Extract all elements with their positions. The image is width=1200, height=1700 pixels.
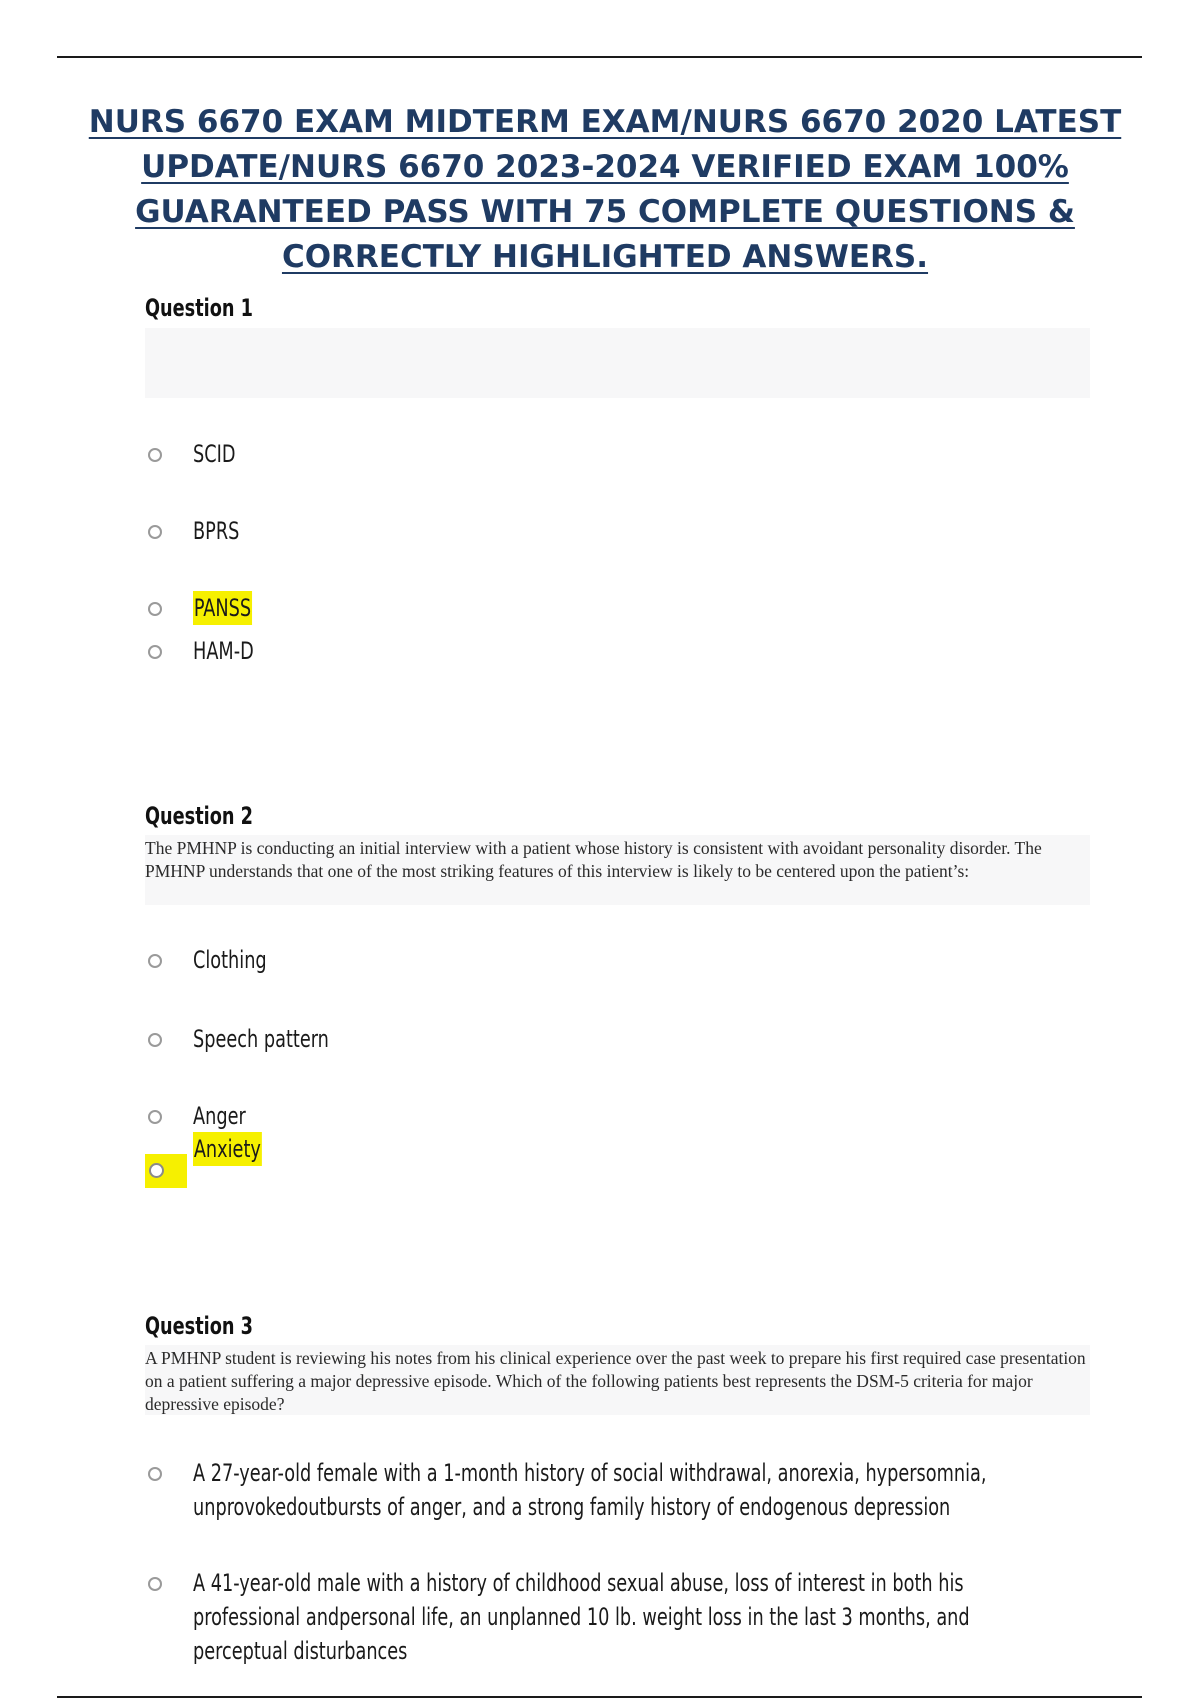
bottom-rule [57, 1696, 1142, 1698]
title-line: CORRECTLY HIGHLIGHTED ANSWERS. [281, 239, 929, 275]
radio-button-icon[interactable] [148, 602, 162, 616]
radio-button-icon[interactable] [148, 525, 162, 539]
option-label-highlighted: Anxiety [193, 1132, 262, 1166]
option-label: Speech pattern [193, 1025, 329, 1053]
document-title [60, 100, 1150, 280]
option-label-line: perceptual disturbances [193, 1637, 408, 1665]
question-stem: The PMHNP is conducting an initial interview with a patient whose history is consistent with avoidant personality disorder. The PMHNP understands that one of the most striking features of this interview is likely to be centered upon the patient’s: [145, 835, 1090, 905]
top-rule [57, 56, 1142, 58]
question-heading: Question 2 [145, 802, 253, 830]
option-label-line: A 41-year-old male with a history of childhood sexual abuse, loss of interest in both his [193, 1569, 964, 1597]
radio-button-icon[interactable] [148, 954, 162, 968]
question-heading: Question 1 [145, 294, 253, 322]
option-label: Clothing [193, 946, 267, 974]
title-line: NURS 6670 EXAM MIDTERM EXAM/NURS 6670 2020 LATEST [88, 104, 1122, 140]
option-label-line: unprovokedoutbursts of anger, and a strong family history of endogenous depression [193, 1493, 951, 1521]
radio-button-icon[interactable] [148, 1110, 162, 1124]
title-line: GUARANTEED PASS WITH 75 COMPLETE QUESTIONS & [135, 194, 1075, 230]
title-line: UPDATE/NURS 6670 2023-2024 VERIFIED EXAM 100% [141, 149, 1069, 185]
option-label: SCID [193, 440, 236, 468]
radio-button-icon[interactable] [148, 645, 162, 659]
option-label-line: A 27-year-old female with a 1-month history of social withdrawal, anorexia, hypersomnia, [193, 1459, 987, 1487]
question-stem: A PMHNP student is reviewing his notes from his clinical experience over the past week to prepare his first required case presentation on a patient suffering a major depressive episode. Which of the following patients best represents the DSM-5 criteria for major depressive episode? [145, 1345, 1090, 1415]
question-heading: Question 3 [145, 1312, 253, 1340]
radio-button-icon[interactable] [148, 1033, 162, 1047]
option-label: Anger [193, 1102, 246, 1130]
radio-button-icon[interactable] [148, 1467, 162, 1481]
question-stem [145, 328, 1090, 398]
option-label [193, 1566, 1013, 1668]
option-label-line: professional andpersonal life, an unplanned 10 lb. weight loss in the last 3 months, and [193, 1603, 970, 1631]
option-label [193, 1456, 1013, 1524]
option-label: BPRS [193, 517, 240, 545]
radio-button-icon[interactable] [145, 1154, 187, 1188]
radio-button-icon[interactable] [148, 448, 162, 462]
option-label: HAM-D [193, 637, 254, 665]
option-label-highlighted: PANSS [193, 591, 252, 625]
radio-button-icon[interactable] [148, 1577, 162, 1591]
